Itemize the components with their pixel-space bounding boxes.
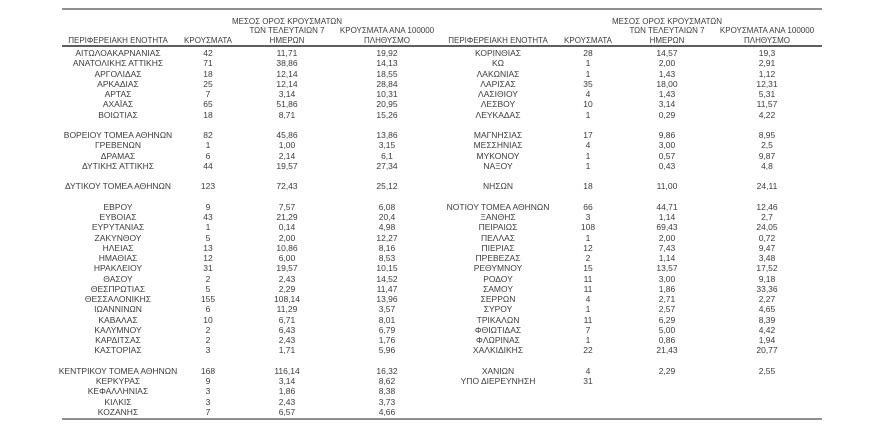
per100k-cell: 13,86 [376,130,398,140]
cases-cell: 168 [200,365,216,376]
avg7-cell: 2,71 [658,294,676,304]
per100k-cell: 8,53 [378,253,396,263]
region-cell: ΓΡΕΒΕΝΩΝ [95,140,141,151]
per100k-cell: 20,4 [378,212,396,222]
avg7-cell: 0,57 [658,150,676,161]
avg7-cell: 51,86 [276,99,298,110]
avg7-header-line2: ΤΩΝ ΤΕΛΕΥΤΑΙΩΝ 7 [629,26,705,35]
avg7-cell: 2,43 [278,273,296,284]
per100k-cell: 2,5 [761,140,773,151]
region-cell: ΜΑΓΝΗΣΙΑΣ [473,130,523,140]
region-cell: ΘΑΣΟΥ [103,273,133,284]
avg7-cell: 12,14 [276,78,298,89]
cases-cell: 1 [585,150,591,161]
region-cell: ΜΕΣΣΗΝΙΑΣ [473,140,523,151]
avg7-cell: 3,14 [658,99,676,110]
avg7-cell: 108,14 [274,294,300,304]
region-cell: ΛΕΥΚΑΔΑΣ [475,109,521,120]
region-cell: ΠΕΙΡΑΙΩΣ [478,222,518,233]
cases-cell: 9 [205,201,211,212]
region-cell: ΑΡΓΟΛΙΔΑΣ [94,68,142,79]
per100k-cell: 27,34 [376,160,398,171]
cases-cell: 5 [205,232,211,243]
cases-cell: 65 [203,99,213,110]
per100k-cell: 8,95 [758,130,776,140]
cases-cell: 18 [203,68,213,79]
cases-table [58,8,822,420]
avg7-cell: 11,29 [276,304,298,315]
per100k-cell: 12,31 [756,78,778,89]
cases-cell: 1 [205,140,211,151]
avg7-header-line3: ΗΜΕΡΩΝ [269,35,305,45]
region-cell: ΣΕΡΡΩΝ [480,294,516,304]
region-cell: ΔΥΤΙΚΟΥ ΤΟΜΕΑ ΑΘΗΝΩΝ [64,181,172,192]
per100k-cell: 5,96 [378,345,396,356]
avg7-cell: 38,86 [276,58,298,69]
region-cell: ΝΟΤΙΟΥ ΤΟΜΕΑ ΑΘΗΝΩΝ [446,201,550,212]
cases-cell: 35 [583,78,593,89]
per100k-cell: 2,55 [758,365,776,376]
avg7-cell: 11,71 [276,48,298,58]
per100k-cell: 6,08 [378,201,396,212]
avg7-cell: 1,86 [658,283,676,294]
cases-cell: 2 [205,335,211,345]
cases-cell: 3 [585,212,591,222]
per100k-cell: 3,48 [758,253,776,263]
cases-cell: 1 [585,160,591,171]
region-cell: ΚΙΛΚΙΣ [104,396,132,407]
region-cell: ΚΟΡΙΝΘΙΑΣ [474,48,522,58]
cases-cell: 12 [203,253,213,263]
avg7-cell: 0,86 [658,335,676,345]
avg7-cell: 6,57 [278,406,296,417]
avg7-cell: 13,57 [656,263,678,274]
cases-cell: 3 [205,386,211,397]
per100k-cell: 14,13 [376,58,398,69]
region-cell: ΞΑΝΘΗΣ [480,212,516,222]
per100k-cell: 1,12 [758,68,776,79]
region-cell: ΚΑΣΤΟΡΙΑΣ [94,345,142,356]
row-spacer [442,192,822,202]
avg7-cell: 0,14 [278,222,296,233]
per100k-cell: 8,01 [378,314,396,325]
cases-cell: 7 [205,89,211,99]
per100k-cell: 13,96 [376,294,398,304]
per100k-column-header [332,10,442,45]
avg7-cell: 45,86 [276,130,298,140]
per100k-cell: 2,27 [758,294,776,304]
region-cell: ΚΑΛΥΜΝΟΥ [94,324,142,335]
region-cell: ΚΕΝΤΡΙΚΟΥ ΤΟΜΕΑ ΑΘΗΝΩΝ [58,365,178,376]
per100k-cell: 4,98 [378,222,396,233]
per100k-cell: 24,05 [756,222,778,233]
region-cell: ΚΟΖΑΝΗΣ [97,406,139,417]
avg7-cell: 3,14 [278,89,296,99]
per100k-cell: 11,47 [376,283,398,294]
cases-cell: 44 [203,160,213,171]
cases-cell: 3 [205,396,211,407]
avg7-cell [622,376,712,386]
per100k-cell: 19,92 [376,48,398,58]
region-cell: ΔΥΤΙΚΗΣ ΑΤΤΙΚΗΣ [81,160,155,171]
region-cell: ΙΩΑΝΝΙΝΩΝ [94,304,142,315]
per100k-cell: 20,95 [376,99,398,110]
avg7-cell: 116,14 [274,365,300,376]
region-cell: ΦΛΩΡΙΝΑΣ [476,335,520,345]
region-cell: ΣΑΜΟΥ [482,283,513,294]
cases-column-header [174,10,242,45]
avg7-cell: 1,86 [278,386,296,397]
avg7-cell: 7,43 [658,242,676,253]
region-column-header [442,10,554,45]
avg7-cell: 18,00 [656,78,678,89]
avg7-cell: 6,43 [278,324,296,335]
region-cell: ΜΥΚΟΝΟΥ [476,150,520,161]
per100k-cell: 3,73 [378,396,396,407]
row-spacer [62,192,442,202]
region-cell: ΚΑΡΔΙΤΣΑΣ [95,335,141,345]
cases-cell: 4 [585,294,591,304]
cases-cell: 1 [585,335,591,345]
per100k-cell: 18,55 [376,68,398,79]
per100k-cell: 9,18 [758,273,776,284]
avg7-cell: 72,43 [276,181,298,192]
table-body-right [442,47,822,387]
region-cell: ΕΥΡΥΤΑΝΙΑΣ [91,222,145,233]
region-cell: ΕΒΡΟΥ [103,201,133,212]
per100k-cell [712,376,822,386]
avg7-cell: 6,29 [658,314,676,325]
cases-cell: 28 [583,48,593,58]
per100k-cell: 15,26 [376,109,398,120]
per100k-cell: 4,42 [758,324,776,335]
cases-cell: 1 [585,109,591,120]
row-spacer [62,171,442,181]
cases-cell: 11 [583,314,593,325]
avg7-header-line3: ΗΜΕΡΩΝ [649,35,685,45]
per100k-cell: 4,8 [761,160,773,171]
per100k-header-line2: ΠΛΗΘΥΣΜΟ [363,35,411,45]
region-cell: ΖΑΚΥΝΘΟΥ [94,232,142,243]
per100k-cell: 5,31 [758,89,776,99]
cases-cell: 1 [585,68,591,79]
cases-header-label: ΚΡΟΥΣΜΑΤΑ [184,35,232,45]
avg7-cell: 10,86 [276,242,298,253]
per100k-cell: 1,94 [758,335,776,345]
per100k-cell: 20,77 [756,345,778,356]
per100k-cell: 12,46 [756,201,778,212]
avg7-cell: 0,43 [658,160,676,171]
per100k-cell: 4,65 [758,304,776,315]
per100k-cell: 3,57 [378,304,396,315]
avg7-cell: 2,00 [658,232,676,243]
cases-cell: 25 [203,78,213,89]
avg7-cell: 2,43 [278,335,296,345]
table-header-right [442,10,822,47]
per100k-cell: 2,91 [758,58,776,69]
avg7-cell: 8,71 [278,109,296,120]
region-cell: ΛΑΡΙΣΑΣ [480,78,516,89]
row-spacer [62,356,442,366]
region-header-label: ΠΕΡΙΦΕΡΕΙΑΚΗ ΕΝΟΤΗΤΑ [68,35,168,45]
avg7-cell: 2,00 [278,232,296,243]
avg7-cell: 14,57 [656,48,678,58]
avg7-header-line2: ΤΩΝ ΤΕΛΕΥΤΑΙΩΝ 7 [249,26,325,35]
row-spacer [442,356,822,366]
cases-cell: 66 [583,201,593,212]
region-cell: ΑΧΑΪΑΣ [102,99,134,110]
cases-column-header [554,10,622,45]
cases-cell: 18 [583,181,593,192]
region-cell: ΚΑΒΑΛΑΣ [98,314,138,325]
region-cell: ΠΕΛΛΑΣ [480,232,516,243]
per100k-cell: 9,87 [758,150,776,161]
per100k-column-header [712,10,822,45]
cases-cell: 6 [205,304,211,315]
region-cell: ΘΕΣΣΑΛΟΝΙΚΗΣ [84,294,152,304]
per100k-cell: 0,72 [758,232,776,243]
per100k-cell: 6,79 [378,324,396,335]
cases-cell: 155 [200,294,216,304]
avg7-cell: 11,00 [656,181,678,192]
cases-cell: 71 [203,58,213,69]
region-cell: ΥΠΟ ΔΙΕΡΕΥΝΗΣΗ [460,376,536,386]
avg7-cell: 1,43 [658,68,676,79]
avg7-cell: 3,14 [278,376,296,386]
cases-cell: 22 [583,345,593,356]
per100k-cell: 16,32 [376,365,398,376]
region-cell: ΡΕΘΥΜΝΟΥ [473,263,523,274]
avg7-cell: 3,00 [658,140,676,151]
avg7-cell: 2,29 [278,283,296,294]
avg7-cell: 19,57 [276,160,298,171]
row-spacer [442,171,822,181]
per100k-cell: 25,12 [376,181,398,192]
per100k-cell: 28,84 [376,78,398,89]
avg7-cell: 5,00 [658,324,676,335]
per100k-cell: 33,36 [756,283,778,294]
cases-cell: 15 [583,263,593,274]
cases-cell: 1 [585,58,591,69]
per100k-cell: 1,76 [378,335,396,345]
region-column-header [62,10,174,45]
avg7-cell: 3,00 [658,273,676,284]
avg7-cell: 2,00 [658,58,676,69]
region-cell: ΗΡΑΚΛΕΙΟΥ [93,263,143,274]
avg7-cell: 7,57 [278,201,296,212]
per100k-cell: 4,66 [378,406,396,417]
per100k-cell: 10,15 [376,263,398,274]
per100k-cell: 12,27 [376,232,398,243]
region-cell: ΒΟΡΕΙΟΥ ΤΟΜΕΑ ΑΘΗΝΩΝ [63,130,173,140]
per100k-cell: 6,1 [381,150,393,161]
cases-cell: 2 [205,273,211,284]
per100k-header-line1: ΚΡΟΥΣΜΑΤΑ ΑΝΑ 100000 [339,26,435,35]
region-cell: ΝΑΞΟΥ [483,160,513,171]
region-cell: ΑΡΤΑΣ [104,89,132,99]
region-cell: ΘΕΣΠΡΩΤΙΑΣ [90,283,146,294]
avg7-cell: 2,57 [658,304,676,315]
cases-cell: 31 [583,376,593,386]
avg7-cell: 6,71 [278,314,296,325]
cases-cell: 2 [205,324,211,335]
cases-cell: 3 [205,345,211,356]
cases-table-right [442,10,822,418]
avg7-cell: 2,14 [278,150,296,161]
avg7-cell: 12,14 [276,68,298,79]
region-cell: ΑΝΑΤΟΛΙΚΗΣ ΑΤΤΙΚΗΣ [72,58,164,69]
avg7-cell: 44,71 [656,201,678,212]
avg7-cell: 2,29 [658,365,676,376]
per100k-cell: 4,22 [758,109,776,120]
per100k-cell: 3,15 [378,140,396,151]
avg7-cell: 1,14 [658,253,676,263]
avg7-column-header [231,10,343,45]
per100k-cell: 8,62 [378,376,396,386]
cases-cell: 4 [585,365,591,376]
cases-cell: 9 [205,376,211,386]
avg7-cell: 0,29 [658,109,676,120]
per100k-cell: 8,39 [758,314,776,325]
cases-cell: 1 [585,232,591,243]
avg7-cell: 21,29 [276,212,298,222]
region-cell: ΧΑΝΙΩΝ [481,365,515,376]
per100k-cell: 10,31 [376,89,398,99]
avg7-cell: 1,43 [658,89,676,99]
cases-cell: 4 [585,140,591,151]
cases-cell: 1 [585,304,591,315]
cases-cell: 10 [583,99,593,110]
avg7-cell: 1,71 [278,345,296,356]
cases-cell: 13 [203,242,213,253]
avg7-cell: 6,00 [278,253,296,263]
region-cell: ΠΡΕΒΕΖΑΣ [475,253,521,263]
per100k-cell: 11,57 [756,99,778,110]
region-cell: ΛΕΣΒΟΥ [480,99,516,110]
avg7-cell: 19,57 [276,263,298,274]
region-cell: ΔΡΑΜΑΣ [100,150,136,161]
cases-cell: 12 [583,242,593,253]
row-spacer [62,120,442,130]
cases-cell: 10 [203,314,213,325]
region-cell: ΚΕΡΚΥΡΑΣ [95,376,141,386]
region-cell: ΑΙΤΩΛΟΑΚΑΡΝΑΝΙΑΣ [75,48,161,58]
cases-cell: 11 [583,283,593,294]
cases-cell: 31 [203,263,213,274]
region-cell: ΑΡΚΑΔΙΑΣ [97,78,139,89]
avg7-cell: 69,43 [656,222,678,233]
region-cell: ΒΟΙΩΤΙΑΣ [98,109,138,120]
row-spacer [442,120,822,130]
region-cell: ΗΛΕΙΑΣ [102,242,134,253]
per100k-cell: 24,11 [756,181,778,192]
avg7-cell: 1,00 [278,140,296,151]
per100k-cell: 19,3 [758,48,776,58]
cases-cell: 7 [205,406,211,417]
region-cell: ΦΘΙΩΤΙΔΑΣ [474,324,522,335]
cases-cell: 5 [205,283,211,294]
region-cell: ΚΕΦΑΛΛΗΝΙΑΣ [87,386,149,397]
cases-cell: 108 [580,222,596,233]
avg7-header-line1: ΜΕΣΟΣ ΟΡΟΣ ΚΡΟΥΣΜΑΤΩΝ [611,16,723,26]
per100k-cell: 2,7 [761,212,773,222]
cases-cell: 42 [203,48,213,58]
region-cell: ΛΑΚΩΝΙΑΣ [476,68,520,79]
cases-cell: 123 [200,181,216,192]
per100k-cell: 14,52 [376,273,398,284]
per100k-cell: 9,47 [758,242,776,253]
cases-cell: 7 [585,324,591,335]
region-cell: ΛΑΣΙΘΙΟΥ [478,89,518,99]
per100k-cell: 8,38 [378,386,396,397]
cases-cell: 43 [203,212,213,222]
region-cell: ΕΥΒΟΙΑΣ [99,212,137,222]
avg7-cell: 21,43 [656,345,678,356]
region-cell: ΝΗΣΩΝ [482,181,514,192]
cases-cell: 1 [205,222,211,233]
region-cell: ΡΟΔΟΥ [483,273,513,284]
cases-cell: 82 [203,130,213,140]
cases-table-left [58,10,442,418]
avg7-cell: 2,43 [278,396,296,407]
region-header-label: ΠΕΡΙΦΕΡΕΙΑΚΗ ΕΝΟΤΗΤΑ [448,35,548,45]
cases-header-label: ΚΡΟΥΣΜΑΤΑ [564,35,612,45]
per100k-header-line1: ΚΡΟΥΣΜΑΤΑ ΑΝΑ 100000 [719,26,815,35]
region-cell: ΚΩ [491,58,505,69]
cases-cell: 4 [585,89,591,99]
avg7-cell: 1,14 [658,212,676,222]
region-cell: ΧΑΛΚΙΔΙΚΗΣ [472,345,524,356]
avg7-header-line1: ΜΕΣΟΣ ΟΡΟΣ ΚΡΟΥΣΜΑΤΩΝ [231,16,343,26]
table-body-left [58,47,442,418]
cases-cell: 11 [583,273,593,284]
per100k-header-line2: ΠΛΗΘΥΣΜΟ [743,35,791,45]
cases-cell: 2 [585,253,591,263]
table-header-left [62,10,442,47]
region-cell: ΤΡΙΚΑΛΩΝ [476,314,520,325]
cases-cell: 6 [205,150,211,161]
region-cell: ΗΜΑΘΙΑΣ [98,253,138,263]
per100k-cell: 17,52 [756,263,778,274]
per100k-cell: 8,16 [378,242,396,253]
cases-cell: 17 [583,130,593,140]
avg7-column-header [611,10,723,45]
avg7-cell: 9,86 [658,130,676,140]
cases-cell: 18 [203,109,213,120]
region-cell: ΠΙΕΡΙΑΣ [481,242,515,253]
region-cell: ΣΥΡΟΥ [483,304,513,315]
